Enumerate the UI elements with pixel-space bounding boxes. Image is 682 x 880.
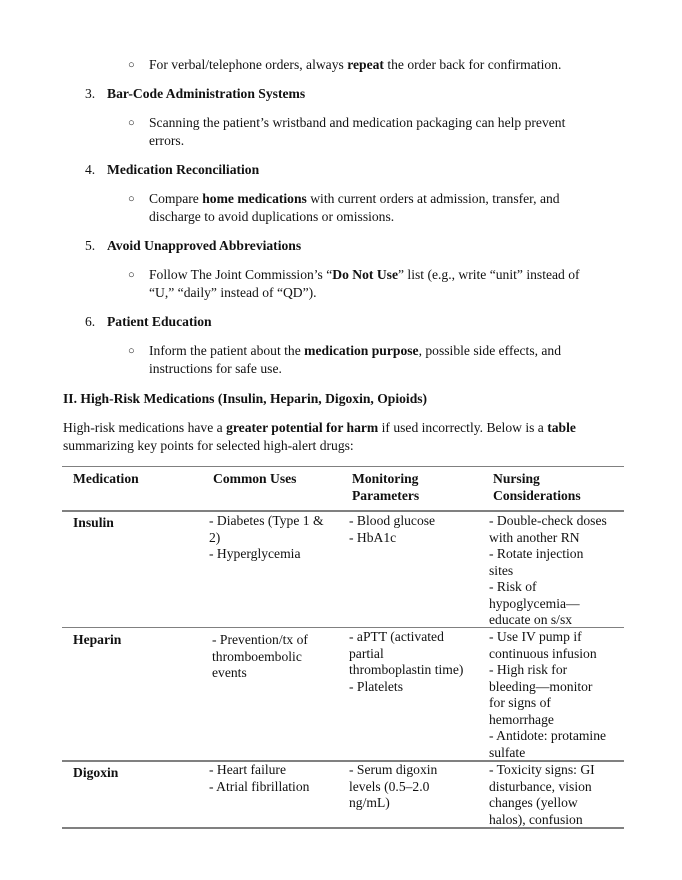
list-item-verbal-orders xyxy=(149,56,561,73)
text: the order back for confirmation. xyxy=(383,57,562,72)
cell-line: hypoglycemia— xyxy=(489,595,580,611)
cell-uses xyxy=(212,632,308,682)
cell-line: with another RN xyxy=(489,529,580,545)
cell-line: 2) xyxy=(209,529,221,545)
header-text: Monitoring xyxy=(352,471,419,486)
emphasis: medication purpose xyxy=(304,343,419,358)
list-item-barcode-line1: Scanning the patient’s wristband and medication packaging can help prevent xyxy=(149,115,566,130)
text: Inform the patient about the xyxy=(149,343,305,358)
text: High-risk medications have a xyxy=(63,420,227,435)
bullet-icon: ○ xyxy=(128,59,135,71)
cell-line: ng/mL) xyxy=(349,795,390,810)
cell-line: - Use IV pump if xyxy=(489,629,582,644)
cell-nursing xyxy=(489,629,606,761)
header-text: Parameters xyxy=(352,487,420,503)
list-number: 6. xyxy=(85,314,96,329)
cell-nursing xyxy=(489,513,607,629)
bullet-icon: ○ xyxy=(128,345,135,357)
cell-line: - High risk for xyxy=(489,662,568,677)
cell-line: partial xyxy=(349,645,384,661)
cell-line: thromboembolic xyxy=(212,648,302,664)
cell-line: continuous infusion xyxy=(489,645,597,661)
text: Compare xyxy=(149,191,203,206)
cell-line: changes (yellow xyxy=(489,795,578,810)
cell-line: sulfate xyxy=(489,744,526,760)
cell-nursing xyxy=(489,762,595,828)
cell-line: for signs of xyxy=(489,695,551,710)
text: with current orders at admission, transfer, and xyxy=(306,191,560,206)
cell-line: - Platelets xyxy=(349,678,403,694)
text: For verbal/telephone orders, always xyxy=(149,57,348,72)
cell-line: - Toxicity signs: GI xyxy=(489,762,595,777)
header-monitoring xyxy=(352,471,419,504)
emphasis: home medications xyxy=(202,191,307,206)
emphasis: table xyxy=(547,420,576,435)
bullet-icon: ○ xyxy=(128,269,135,281)
header-text: Medication xyxy=(73,471,139,486)
cell-line: thromboplastin time) xyxy=(349,662,464,677)
cell-medication: Digoxin xyxy=(73,765,119,780)
cell-line: - Diabetes (Type 1 & xyxy=(209,513,324,528)
table-top-border xyxy=(62,466,624,467)
cell-monitoring xyxy=(349,762,437,812)
cell-line: - Rotate injection xyxy=(489,546,584,561)
cell-line: - HbA1c xyxy=(349,529,397,545)
list-heading-barcode: Bar-Code Administration Systems xyxy=(107,86,306,101)
cell-line: events xyxy=(212,665,247,680)
list-number: 5. xyxy=(85,238,96,253)
list-item-reconciliation-line1 xyxy=(149,190,560,207)
bullet-icon: ○ xyxy=(128,117,135,129)
header-text: Considerations xyxy=(493,487,581,503)
cell-line: disturbance, vision xyxy=(489,778,592,794)
header-nursing xyxy=(493,471,581,504)
cell-line: sites xyxy=(489,562,514,578)
cell-line: educate on s/sx xyxy=(489,612,573,627)
list-heading-reconciliation: Medication Reconciliation xyxy=(107,162,260,177)
section-heading: II. High-Risk Medications (Insulin, Heparin, Digoxin, Opioids) xyxy=(63,391,428,406)
cell-line: hemorrhage xyxy=(489,711,554,727)
cell-line: - Heart failure xyxy=(209,762,286,777)
cell-line: - Serum digoxin xyxy=(349,762,438,777)
bullet-icon: ○ xyxy=(128,193,135,205)
cell-uses xyxy=(209,513,324,563)
header-medication xyxy=(73,471,139,488)
cell-line: - Double-check doses xyxy=(489,513,607,528)
cell-line: - Antidote: protamine xyxy=(489,728,607,743)
text: , possible side effects, and xyxy=(418,343,562,358)
list-item-reconciliation-line2: discharge to avoid duplications or omissions. xyxy=(149,209,395,224)
intro-line1 xyxy=(63,419,576,436)
cell-line: levels (0.5–2.0 xyxy=(349,778,430,794)
list-item-education-line1 xyxy=(149,342,561,359)
header-text: Common Uses xyxy=(213,471,297,486)
cell-line: - Blood glucose xyxy=(349,513,436,528)
list-item-education-line2: instructions for safe use. xyxy=(149,361,282,376)
cell-line: - Prevention/tx of xyxy=(212,632,308,647)
cell-medication: Heparin xyxy=(73,632,122,647)
cell-line: halos), confusion xyxy=(489,811,583,827)
cell-line: - aPTT (activated xyxy=(349,629,444,644)
cell-medication: Insulin xyxy=(73,515,114,530)
header-common-uses xyxy=(213,471,296,488)
text: ” list (e.g., write “unit” instead of xyxy=(398,267,580,282)
list-item-abbreviations-line2: “U,” “daily” instead of “QD”). xyxy=(149,285,317,300)
cell-line: - Hyperglycemia xyxy=(209,546,301,561)
text: if used incorrectly. Below is a xyxy=(378,420,548,435)
cell-line: - Risk of xyxy=(489,579,537,594)
list-heading-abbreviations: Avoid Unapproved Abbreviations xyxy=(107,238,302,253)
list-item-abbreviations-line1 xyxy=(149,266,580,283)
table-header-border xyxy=(62,510,624,512)
header-text: Nursing xyxy=(493,471,540,486)
intro-line2: summarizing key points for selected high-alert drugs: xyxy=(63,438,354,453)
list-heading-patient-education: Patient Education xyxy=(107,314,212,329)
text: Follow The Joint Commission’s “ xyxy=(149,267,333,282)
emphasis: repeat xyxy=(347,57,384,72)
cell-monitoring xyxy=(349,513,435,546)
emphasis: Do Not Use xyxy=(332,267,398,282)
list-number: 3. xyxy=(85,86,96,101)
emphasis: greater potential for harm xyxy=(226,420,379,435)
cell-uses xyxy=(209,762,309,795)
cell-line: bleeding—monitor xyxy=(489,678,593,694)
list-number: 4. xyxy=(85,162,96,177)
list-item-barcode-line2: errors. xyxy=(149,133,185,148)
cell-line: - Atrial fibrillation xyxy=(209,778,310,794)
cell-monitoring xyxy=(349,629,463,695)
